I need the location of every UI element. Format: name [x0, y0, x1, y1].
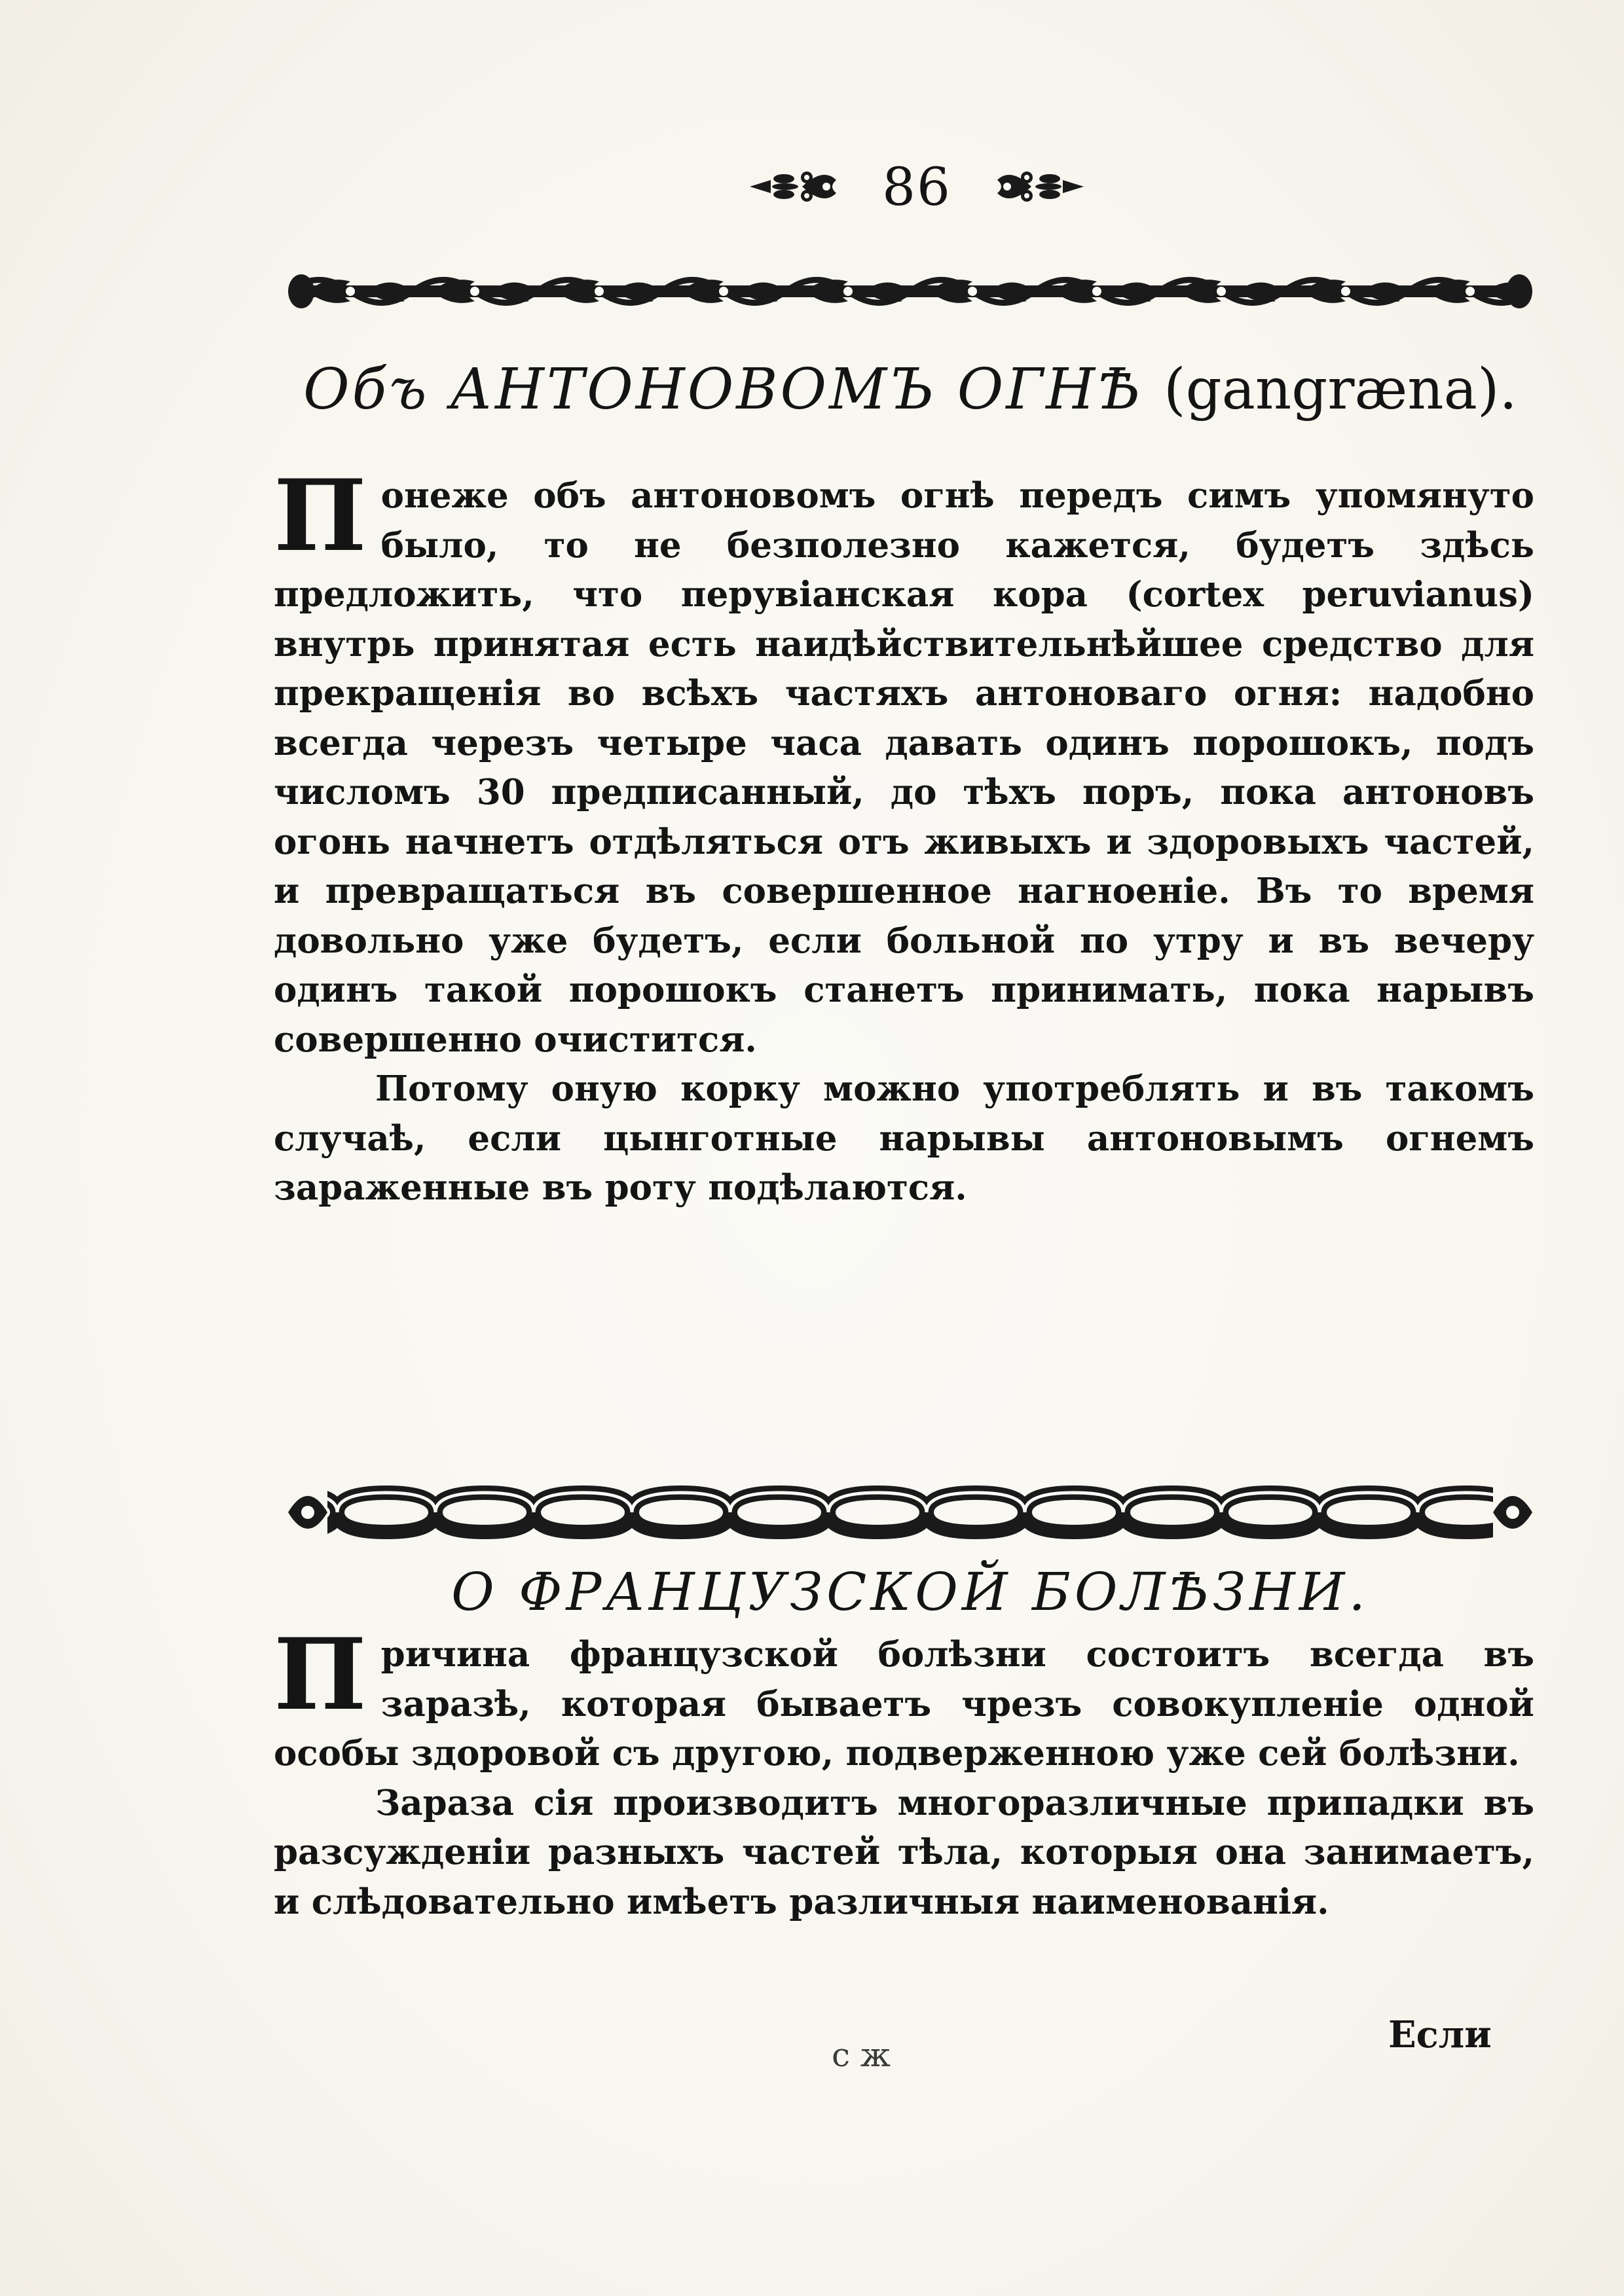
paragraph-text: онеже объ антоновомъ огнѣ передъ симъ упомянуто было, то не безполезно кажется, будетъ здѣсь предложить, что перувіанская кора (cortex peruvianus) внутрь принятая есть наидѣйствительнѣйшее средство для прекращенія во всѣхъ частяхъ антоноваго огня: надобно всегда черезъ четыре часа давать одинъ порошокъ, подъ числомъ 30 предписанный, до тѣхъ поръ, пока антоновъ огонь начнетъ отдѣляться отъ живыхъ и здоровыхъ частей, и превращаться въ совершенное нагноеніе. Въ то время довольно уже будетъ, если больной по утру и въ вечеру одинъ такой порошокъ станетъ принимать, пока нарывъ совершенно очистится.: [274, 475, 1534, 1060]
drop-cap: П: [274, 458, 367, 574]
section-body-french-disease: [274, 1617, 1534, 1927]
fleuron-left-icon: [745, 160, 843, 213]
paragraph: [274, 1779, 1534, 1927]
paragraph-text: Потому оную корку можно употреблять и въ такомъ случаѣ, если цынготные нарывы антоновымъ огнемъ зараженные въ роту подѣлаются.: [274, 1068, 1534, 1208]
ornamental-band-middle: [288, 1467, 1532, 1558]
paragraph: [274, 1617, 1534, 1779]
section-heading-antonov-fire: [262, 357, 1559, 422]
ornamental-band-top: [288, 262, 1532, 321]
heading-latin-term: (gangræna).: [1164, 357, 1517, 422]
heading-text: Объ АНТОНОВОМЪ ОГНѢ: [303, 357, 1143, 422]
paragraph-text: Зараза сія производитъ многоразличные припадки въ разсужденіи разныхъ частей тѣла, которыя она занимаетъ, и слѣдовательно имѣетъ различныя наименованія.: [274, 1782, 1534, 1922]
running-head: [694, 147, 1139, 226]
catchword: Если: [1388, 2013, 1492, 2056]
paragraph: [274, 1065, 1534, 1213]
section-body-antonov-fire: [274, 458, 1534, 1213]
section-heading-french-disease: [262, 1561, 1559, 1622]
fleuron-right-icon: [991, 160, 1089, 213]
heading-text: О ФРАНЦУЗСКОЙ БОЛѢЗНИ.: [451, 1561, 1369, 1622]
paragraph-text: ричина французской болѣзни состоитъ всегда въ заразѣ, которая бываетъ чрезъ совокупленіе одной особы здоровой съ другою, подверженною уже сей болѣзни.: [274, 1634, 1534, 1774]
paragraph: [274, 458, 1534, 1065]
signature-mark: с ж: [832, 2036, 891, 2074]
page-number: 86: [882, 156, 951, 217]
drop-cap: П: [274, 1617, 367, 1732]
